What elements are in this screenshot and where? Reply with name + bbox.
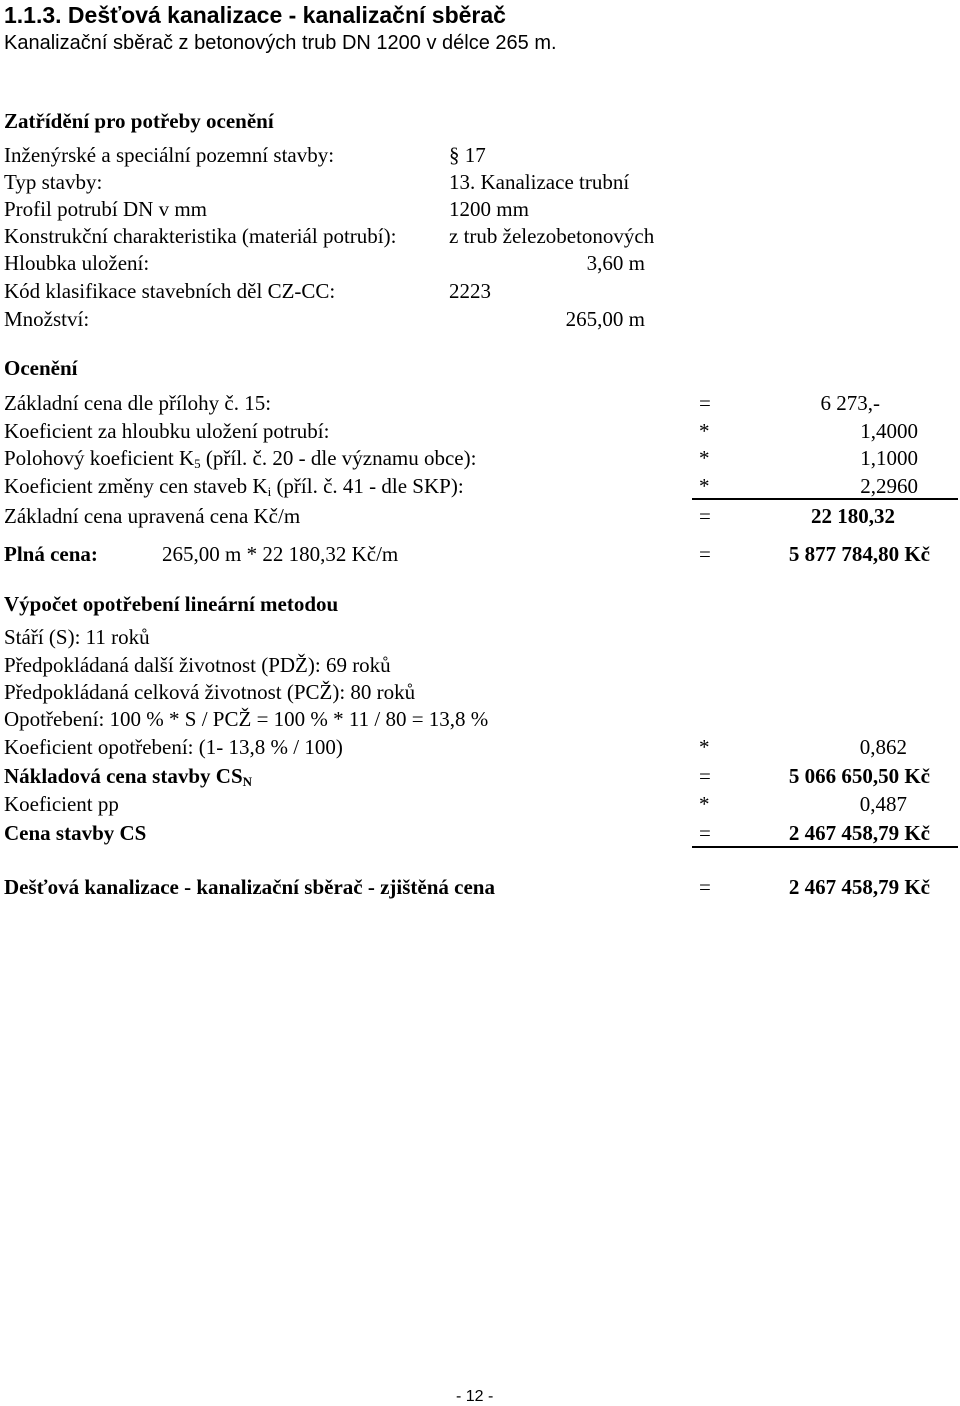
section-subheading: Kanalizační sběrač z betonových trub DN 1200 v délce 265 m. xyxy=(4,32,557,54)
full-price-value: 5 877 784,80 Kč xyxy=(788,542,930,566)
wear-coef-label: Koeficient opotřebení: (1- 13,8 % / 100) xyxy=(4,735,343,759)
section-heading: 1.1.3. Dešťová kanalizace - kanalizační sběrač xyxy=(4,2,506,28)
full-price-operator: = xyxy=(699,542,711,566)
classification-title: Zatřídění pro potřeby ocenění xyxy=(4,109,274,133)
base-price-label: Základní cena dle přílohy č. 15: xyxy=(4,391,272,415)
full-price-formula: 265,00 m * 22 180,32 Kč/m xyxy=(162,542,399,566)
base-price-operator: = xyxy=(699,391,711,415)
class-label-quantity: Množství: xyxy=(4,307,90,331)
class-value-profile: 1200 mm xyxy=(449,197,529,221)
cost-price-operator: = xyxy=(699,764,711,788)
depth-coef-value: 1,4000 xyxy=(860,419,918,443)
class-label-category: Inženýrské a speciální pozemní stavby: xyxy=(4,143,335,167)
wear-formula-line: Opotřebení: 100 % * S / PCŽ = 100 % * 11 / 80 = 13,8 % xyxy=(4,707,489,731)
subtotal-divider xyxy=(692,498,958,500)
class-value-construction: z trub železobetonových xyxy=(449,224,655,248)
class-label-profile: Profil potrubí DN v mm xyxy=(4,197,207,221)
depth-coef-label: Koeficient za hloubku uložení potrubí: xyxy=(4,419,330,443)
depth-coef-operator: * xyxy=(699,419,710,443)
result-operator: = xyxy=(699,875,711,899)
result-value: 2 467 458,79 Kč xyxy=(788,875,930,899)
adjusted-price-label: Základní cena upravená cena Kč/m xyxy=(4,504,301,528)
class-value-depth: 3,60 m xyxy=(586,251,645,275)
cost-price-label: Nákladová cena stavby $CS_N$ xyxy=(4,764,253,789)
change-coef-value: 2,2960 xyxy=(860,474,918,498)
page-number: - 12 - xyxy=(456,1388,494,1405)
remaining-life-line: Předpokládaná další životnost (PDŽ): 69 roků xyxy=(4,653,391,677)
class-label-cc-code: Kód klasifikace stavebních děl CZ-CC: xyxy=(4,279,336,303)
total-life-line: Předpokládaná celková životnost (PCŽ): 80 roků xyxy=(4,680,416,704)
adjusted-price-value: 22 180,32 xyxy=(811,504,895,528)
change-coef-label: Koeficient změny cen staveb $K_i$ (příl. č. 41 - dle SKP): xyxy=(4,474,464,499)
result-label: Dešťová kanalizace - kanalizační sběrač - zjištěná cena xyxy=(4,875,495,899)
age-line: Stáří (S): 11 roků xyxy=(4,625,150,649)
cost-price-value: 5 066 650,50 Kč xyxy=(788,764,930,788)
class-value-category: § 17 xyxy=(449,143,486,167)
class-value-cc-code: 2223 xyxy=(449,279,491,303)
building-price-value: 2 467 458,79 Kč xyxy=(788,821,930,845)
building-price-label: Cena stavby CS xyxy=(4,821,147,845)
pp-coef-operator: * xyxy=(699,792,710,816)
position-coef-value: 1,1000 xyxy=(860,446,918,470)
class-value-quantity: 265,00 m xyxy=(565,307,645,331)
class-label-depth: Hloubka uložení: xyxy=(4,251,150,275)
change-coef-operator: * xyxy=(699,474,710,498)
position-coef-label: Polohový koeficient $K_5$ (příl. č. 20 - dle významu obce): xyxy=(4,446,477,471)
class-value-type: 13. Kanalizace trubní xyxy=(449,170,630,194)
class-label-type: Typ stavby: xyxy=(4,170,103,194)
class-label-construction: Konstrukční charakteristika (materiál potrubí): xyxy=(4,224,397,248)
pp-coef-value: 0,487 xyxy=(859,792,907,816)
total-divider xyxy=(692,846,958,848)
base-price-value: 6 273,- xyxy=(820,391,880,415)
depreciation-title: Výpočet opotřebení lineární metodou xyxy=(4,592,339,616)
full-price-label: Plná cena: xyxy=(4,542,98,566)
wear-coef-value: 0,862 xyxy=(859,735,907,759)
adjusted-price-operator: = xyxy=(699,504,711,528)
building-price-operator: = xyxy=(699,821,711,845)
valuation-title: Ocenění xyxy=(4,356,78,380)
position-coef-operator: * xyxy=(699,446,710,470)
pp-coef-label: Koeficient pp xyxy=(4,792,119,816)
wear-coef-operator: * xyxy=(699,735,710,759)
